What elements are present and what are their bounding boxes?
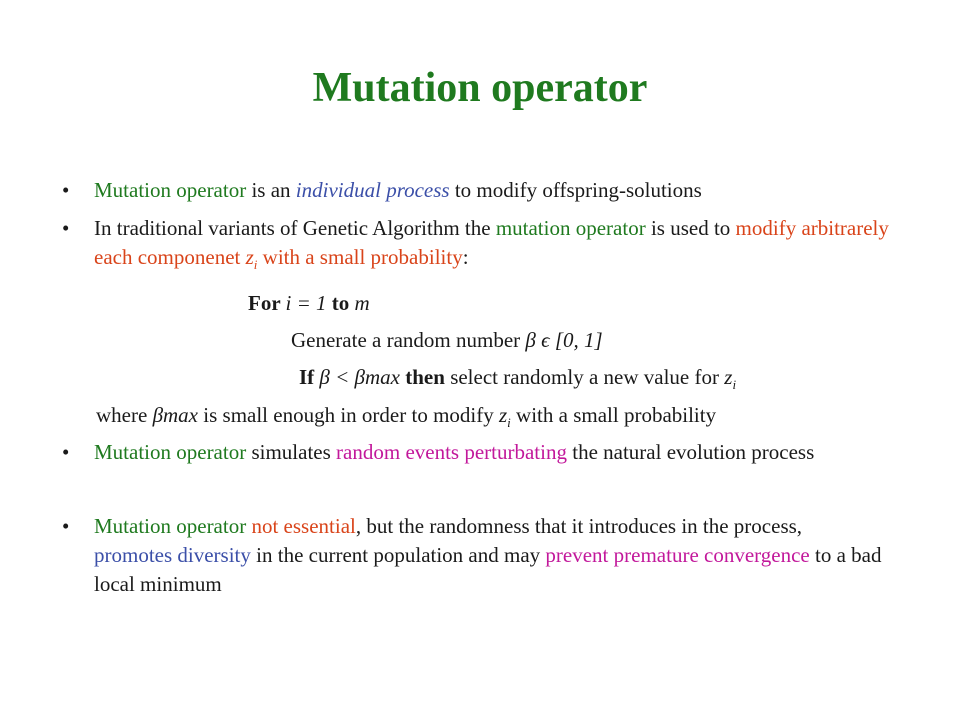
text-run: : (462, 245, 469, 269)
text-run: Generate a random number (291, 328, 526, 352)
text-run: In traditional variants of Genetic Algorithm the (94, 216, 496, 240)
keyword: If (299, 365, 320, 389)
text-run: z (724, 365, 733, 389)
bullet-3-text (94, 438, 834, 467)
text-run: β < βmax (319, 365, 400, 389)
text-run: mutation operator (495, 216, 646, 240)
text-run: is an (246, 178, 296, 202)
text-run: to a bad local minimum (94, 543, 882, 596)
text-run: not essential (251, 514, 356, 538)
subscript: i (253, 257, 258, 273)
text-run: z (245, 245, 254, 269)
bullet-4 (62, 512, 922, 599)
text-run: i = 1 (285, 291, 327, 315)
text-run: Mutation operator (94, 440, 247, 464)
bullet-3 (62, 438, 922, 467)
text-run: Mutation operator (94, 178, 247, 202)
bullet-dot: • (62, 216, 70, 240)
text-run: prevent premature convergence (545, 543, 810, 567)
bullet-1 (62, 176, 922, 205)
subscript: i (507, 415, 511, 431)
text-run: z (498, 403, 508, 427)
text-run: where (96, 403, 153, 427)
text-run: modify arbitrarely each componenet (94, 216, 889, 269)
text-run: with a small probability (257, 245, 463, 269)
text-run: βmax (152, 403, 199, 427)
bullet-dot: • (62, 514, 70, 538)
text-run: individual process (295, 178, 450, 202)
keyword: For (248, 291, 286, 315)
bullet-1-text (94, 176, 922, 205)
bullet-4-text (94, 512, 884, 599)
bullet-dot: • (62, 178, 70, 202)
bullet-dot: • (62, 440, 70, 464)
algo-where-line (96, 401, 716, 430)
text-run: m (354, 291, 370, 315)
text-run: Mutation operator (94, 514, 247, 538)
text-run: , but the randomness that it introduces in the process, (355, 514, 803, 538)
text-run: simulates (246, 440, 337, 464)
algo-generate-line (291, 326, 603, 355)
bullet-2 (62, 214, 922, 272)
text-run: random events perturbating (336, 440, 567, 464)
slide-title: Mutation operator (312, 65, 648, 111)
keyword: then (400, 365, 445, 389)
text-run: promotes diversity (94, 543, 251, 567)
text-run: is used to (645, 216, 736, 240)
text-run: the natural evolution process (566, 440, 815, 464)
text-run: with a small probability (510, 403, 717, 427)
algo-if-line (299, 363, 736, 392)
text-run: to modify offspring-solutions (449, 178, 702, 202)
text-run: in the current population and may (250, 543, 546, 567)
bullet-2-text (94, 214, 922, 272)
text-run: is small enough in order to modify (198, 403, 499, 427)
subscript: i (732, 377, 737, 393)
text-run: select randomly a new value for (444, 365, 725, 389)
algo-for-line (248, 289, 370, 318)
keyword: to (326, 291, 355, 315)
text-run: β ϵ [0, 1] (525, 328, 603, 352)
